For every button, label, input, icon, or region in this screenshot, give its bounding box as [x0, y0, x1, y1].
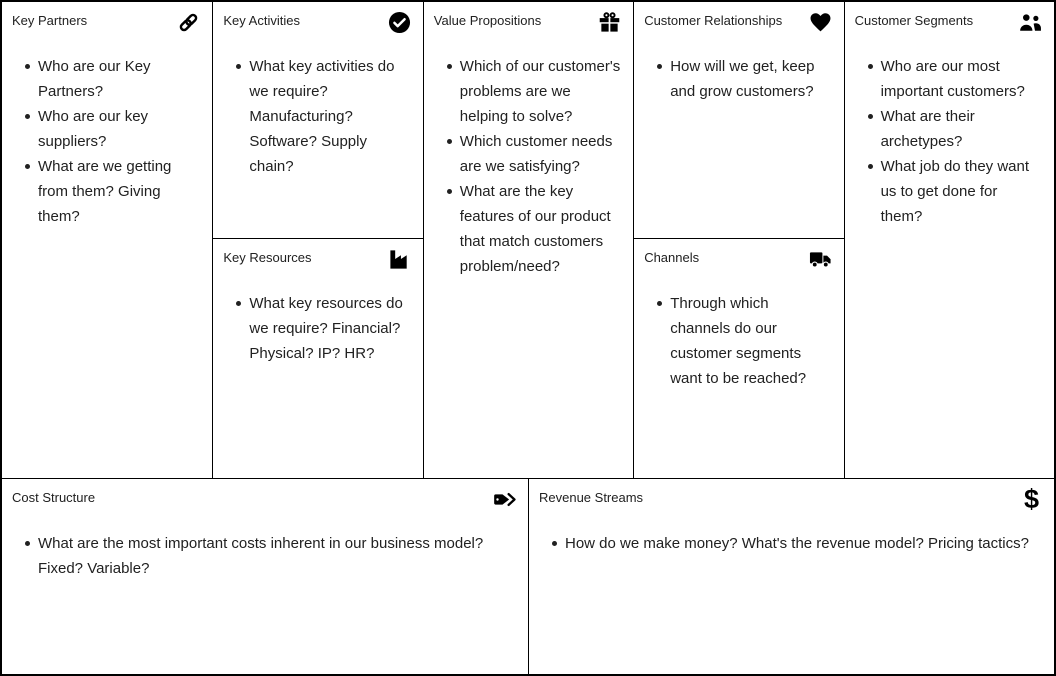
- question-item: What are the key features of our product that match customers problem/need?: [446, 179, 621, 279]
- question-list: [634, 29, 843, 104]
- factory-icon: [388, 248, 411, 271]
- section-title: Key Resources: [223, 250, 312, 265]
- question-list: [2, 29, 212, 229]
- section-customer-relationships: [634, 2, 843, 239]
- section-customer-segments: [845, 2, 1054, 478]
- question-list: [634, 266, 843, 391]
- column-value-propositions: [423, 2, 633, 478]
- question-item: What are their archetypes?: [867, 104, 1042, 154]
- section-title: Key Partners: [12, 13, 88, 28]
- tags-icon: [493, 488, 516, 511]
- dollar-icon: $: [1023, 484, 1039, 514]
- section-cost-structure: [2, 479, 528, 674]
- link-icon: [177, 11, 200, 34]
- question-item: What are we getting from them? Giving them?: [24, 154, 200, 229]
- question-item: Which of our customer's problems are we helping to solve?: [446, 54, 621, 129]
- section-key-activities: [213, 2, 422, 239]
- section-revenue-streams: [528, 479, 1054, 674]
- question-item: Who are our key suppliers?: [24, 104, 200, 154]
- heart-icon: [809, 11, 832, 34]
- column-key-activities: [212, 2, 422, 478]
- question-list: [2, 506, 528, 581]
- section-value-propositions: [424, 2, 633, 478]
- truck-icon: [809, 248, 832, 271]
- column-customer-segments: [844, 2, 1054, 478]
- question-item: What are the most important costs inherent in our business model? Fixed? Variable?: [24, 531, 516, 581]
- question-list: [529, 506, 1054, 556]
- question-item: What key activities do we require? Manufacturing? Software? Supply chain?: [235, 54, 410, 179]
- section-title: Customer Segments: [854, 13, 974, 28]
- section-title: Cost Structure: [12, 490, 96, 505]
- section-key-partners: [2, 2, 212, 478]
- question-item: What key resources do we require? Financial? Physical? IP? HR?: [235, 291, 410, 366]
- section-title: Value Propositions: [433, 13, 542, 28]
- question-item: How do we make money? What's the revenue model? Pricing tactics?: [551, 531, 1042, 556]
- column-customer-relationships: [633, 2, 843, 478]
- question-list: [213, 266, 422, 366]
- question-item: What job do they want us to get done for them?: [867, 154, 1042, 229]
- section-title: Revenue Streams: [539, 490, 644, 505]
- section-key-resources: [213, 239, 422, 478]
- section-channels: [634, 239, 843, 478]
- gift-icon: [598, 11, 621, 34]
- canvas-bottom-row: [2, 478, 1054, 674]
- question-item: Who are our most important customers?: [867, 54, 1042, 104]
- question-list: [845, 29, 1054, 229]
- question-item: Which customer needs are we satisfying?: [446, 129, 621, 179]
- question-list: [424, 29, 633, 279]
- canvas-top-row: [2, 2, 1054, 478]
- question-item: Through which channels do our customer segments want to be reached?: [656, 291, 831, 391]
- check-circle-icon: [388, 11, 411, 34]
- question-item: Who are our Key Partners?: [24, 54, 200, 104]
- users-icon: [1019, 11, 1042, 34]
- question-item: How will we get, keep and grow customers?: [656, 54, 831, 104]
- section-title: Channels: [644, 250, 700, 265]
- question-list: [213, 29, 422, 179]
- column-key-partners: [2, 2, 212, 478]
- section-title: Customer Relationships: [644, 13, 783, 28]
- section-title: Key Activities: [223, 13, 300, 28]
